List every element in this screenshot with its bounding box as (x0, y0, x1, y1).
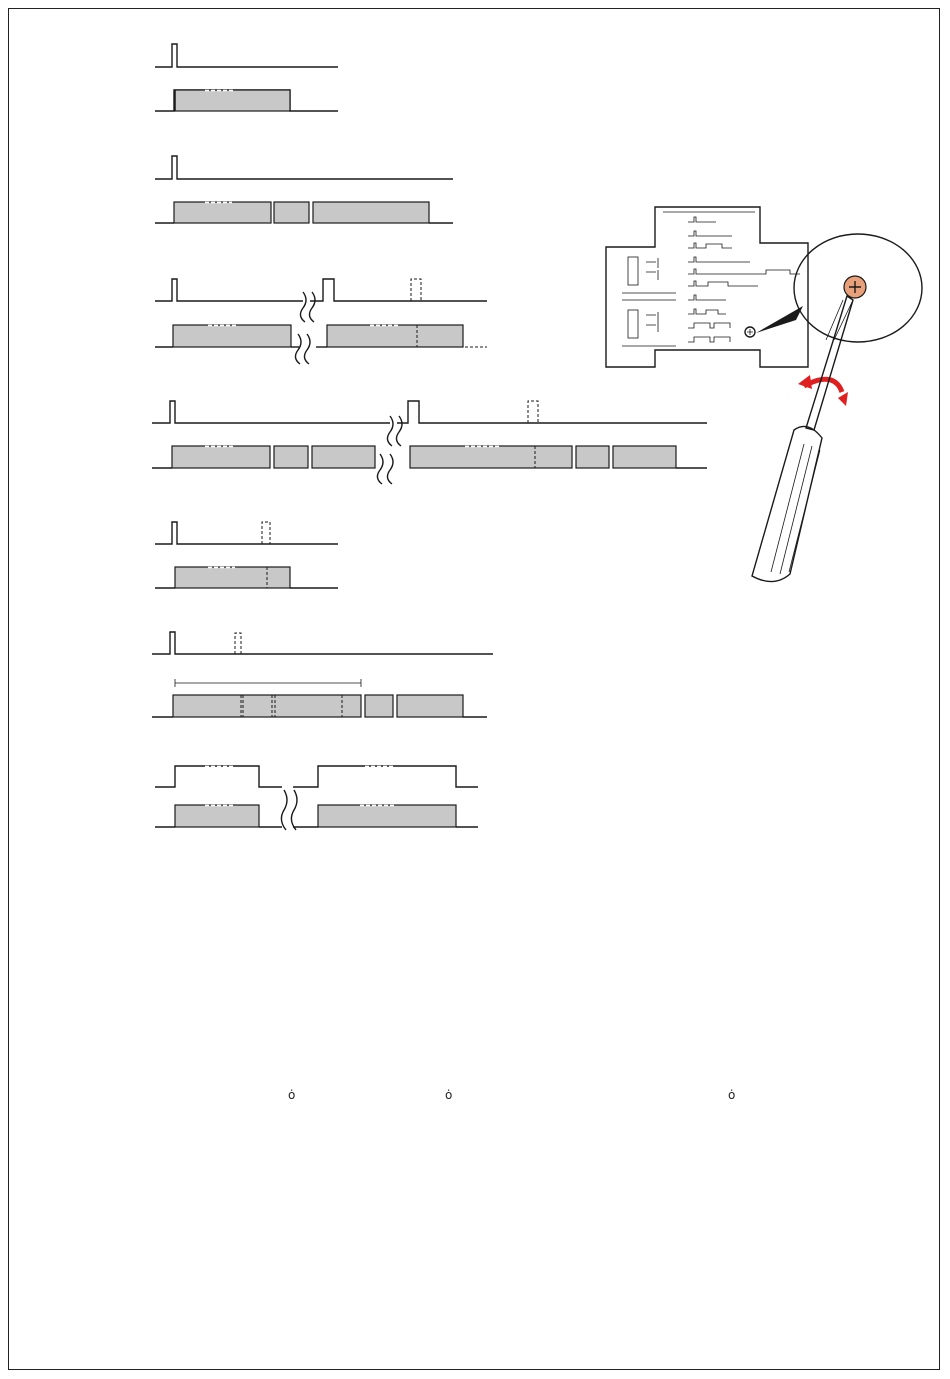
timing-row-7 (155, 766, 478, 830)
screw-magnifier-callout (756, 234, 922, 342)
annotation-glyph: ȯ (445, 1088, 453, 1102)
timing-row-6 (152, 632, 493, 717)
relay-device-illustration (606, 207, 808, 367)
timing-row-3 (155, 279, 487, 364)
timing-row-1 (155, 44, 338, 111)
timing-row-4 (152, 401, 707, 484)
annotation-glyph: ȯ (288, 1088, 296, 1102)
timing-row-5 (155, 522, 338, 588)
annotation-glyph: ȯ (728, 1088, 736, 1102)
timing-row-2 (155, 156, 453, 223)
